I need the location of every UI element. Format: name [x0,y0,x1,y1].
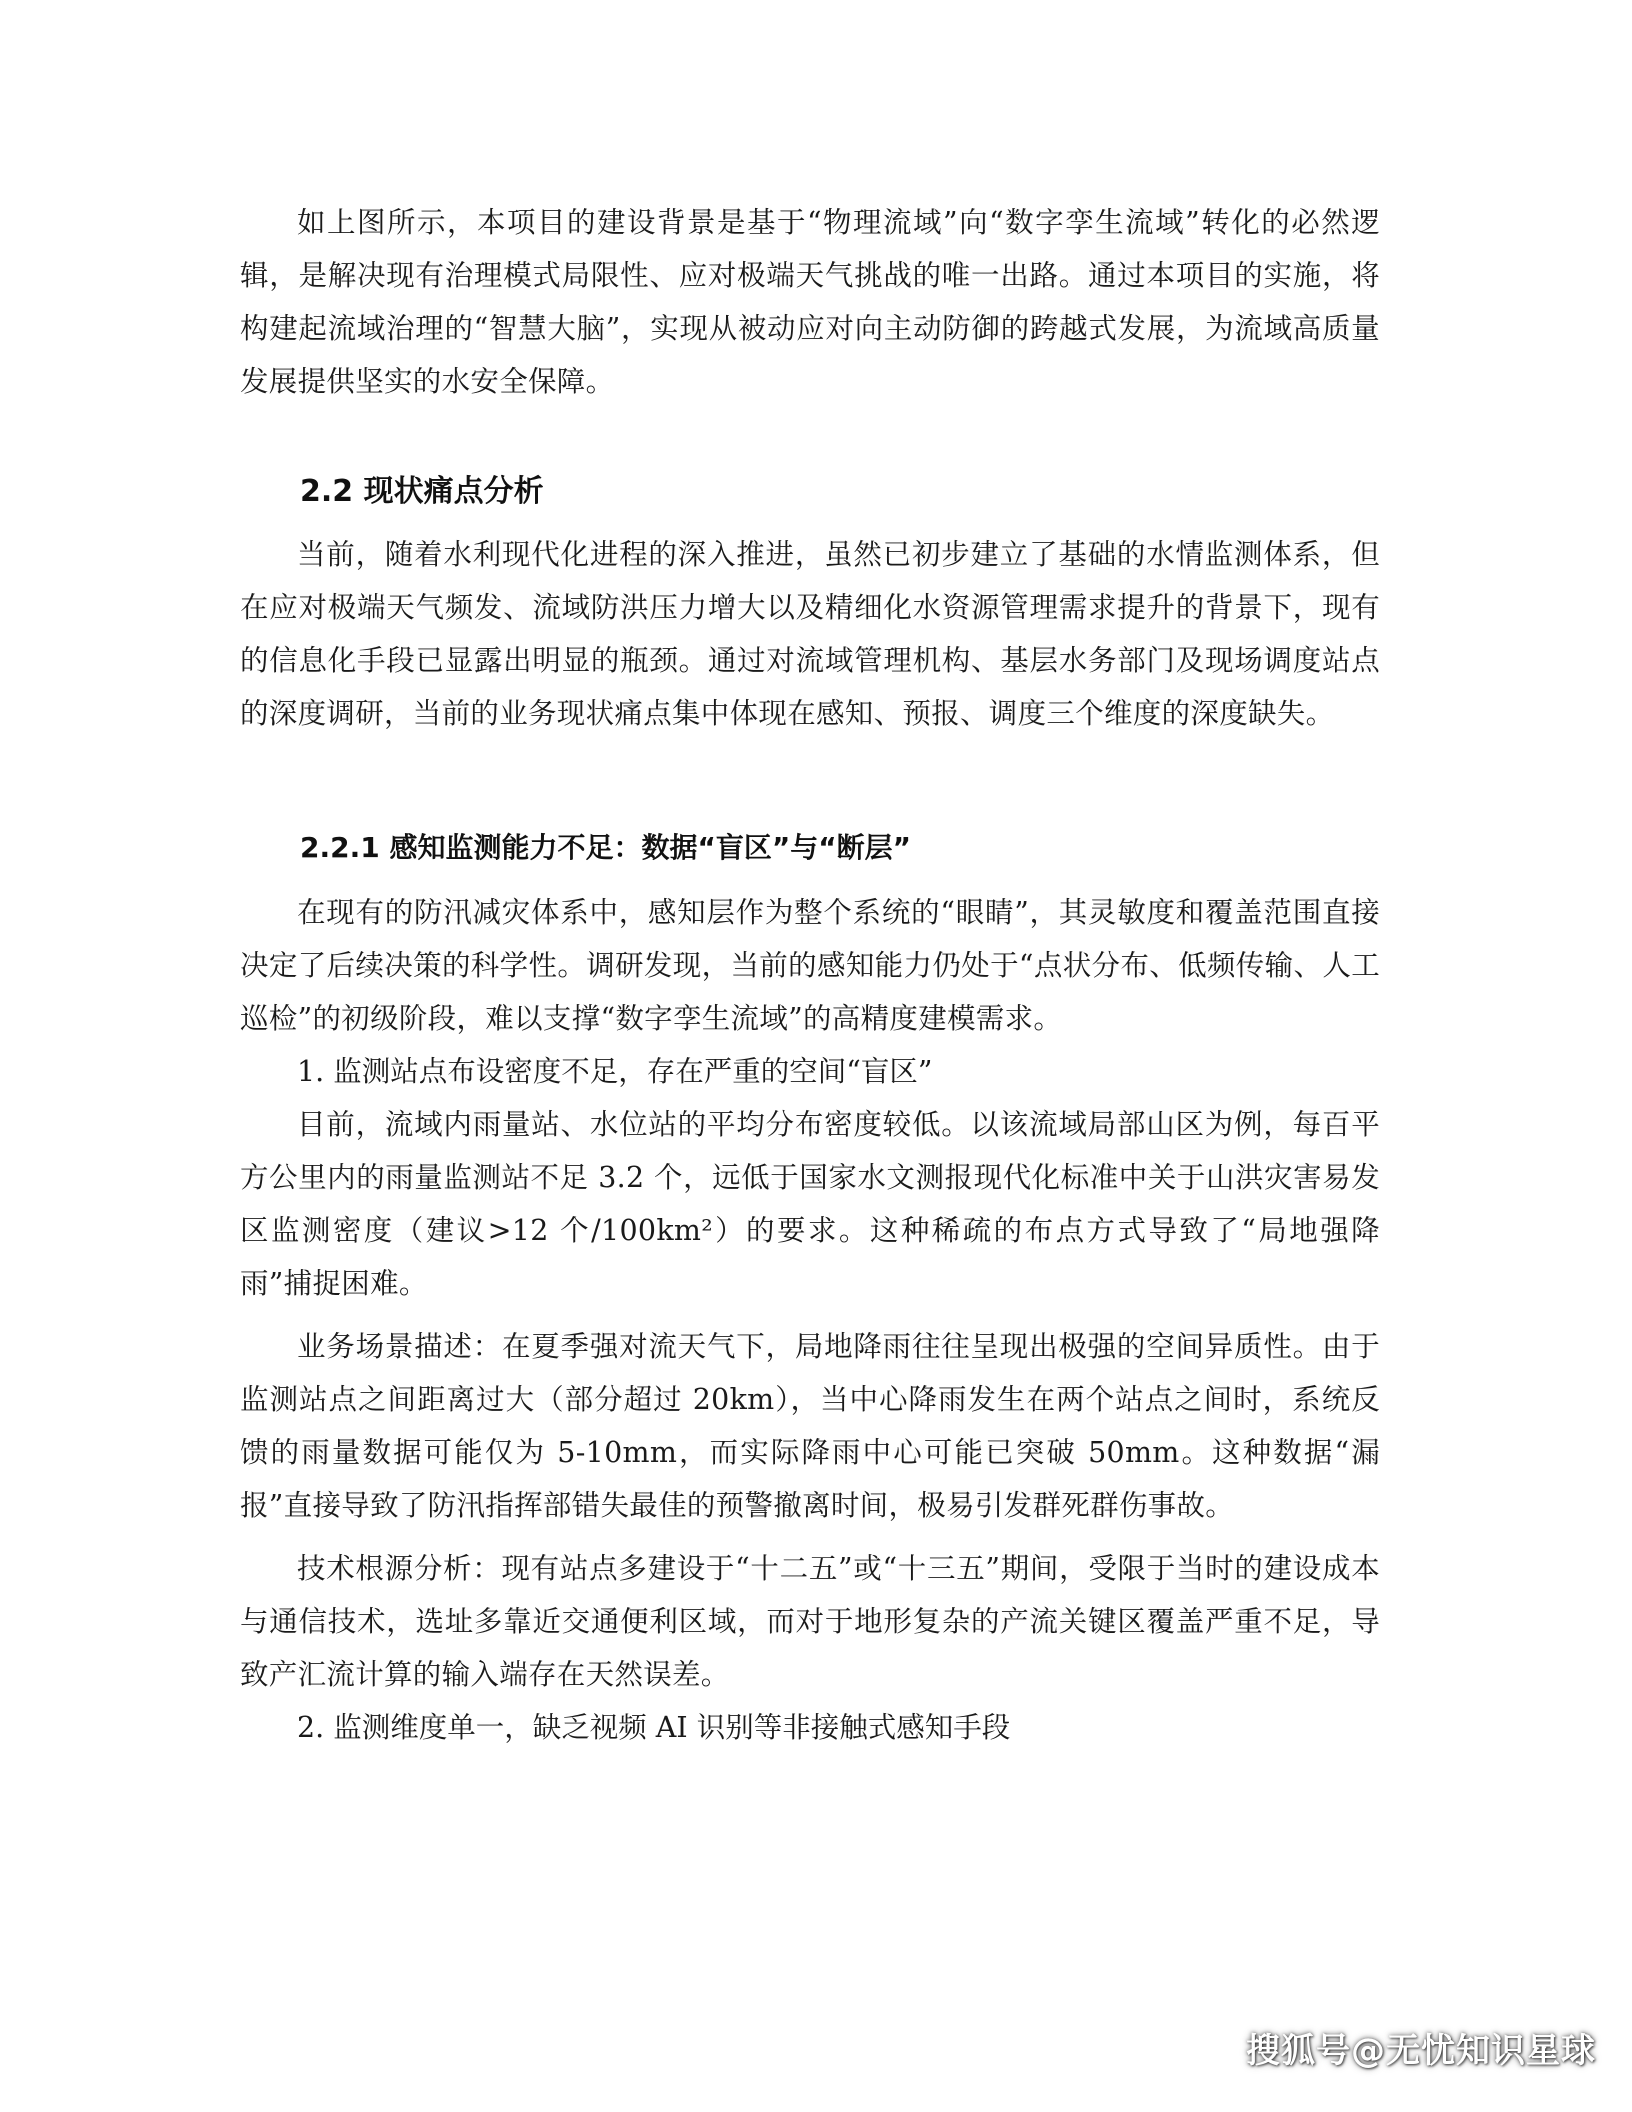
intro-section [240,196,1380,408]
scenario-paragraph: 业务场景描述：在夏季强对流天气下，局地降雨往往呈现出极强的空间异质性。由于监测站点之间距离过大（部分超过 20km），当中心降雨发生在两个站点之间时，系统反馈的雨量数据可能仅为 5-10mm，而实际降雨中心可能已突破 50mm。这种数据“漏报”直接导致了防汛指挥部错失最佳的预警撤离时间，极易引发群死群伤事故。 [240,1330,1380,1522]
item1-paragraph: 目前，流域内雨量站、水位站的平均分布密度较低。以该流域局部山区为例，每百平方公里内的雨量监测站不足 3.2 个，远低于国家水文测报现代化标准中关于山洪灾害易发区监测密度（建议>12 个/100km²）的要求。这种稀疏的布点方式导致了“局地强降雨”捕捉困难。 [240,1108,1380,1300]
section-2-2-paragraph: 当前，随着水利现代化进程的深入推进，虽然已初步建立了基础的水情监测体系，但在应对极端天气频发、流域防洪压力增大以及精细化水资源管理需求提升的背景下，现有的信息化手段已显露出明显的瓶颈。通过对流域管理机构、基层水务部门及现场调度站点的深度调研，当前的业务现状痛点集中体现在感知、预报、调度三个维度的深度缺失。 [240,538,1380,730]
intro-paragraph: 如上图所示，本项目的建设背景是基于“物理流域”向“数字孪生流域”转化的必然逻辑，是解决现有治理模式局限性、应对极端天气挑战的唯一出路。通过本项目的实施，将构建起流域治理的“智慧大脑”，实现从被动应对向主动防御的跨越式发展，为流域高质量发展提供坚实的水安全保障。 [240,206,1380,398]
list-item-1: 1. 监测站点布设密度不足，存在严重的空间“盲区” [297,1055,933,1088]
section-heading-2-2: 2.2 现状痛点分析 [300,474,544,509]
section-2-2-body [240,528,1380,740]
section-2-2-1-body [240,886,1380,1754]
section-heading-2-2-1: 2.2.1 感知监测能力不足：数据“盲区”与“断层” [300,831,912,864]
list-item-2: 2. 监测维度单一，缺乏视频 AI 识别等非接触式感知手段 [297,1711,1011,1744]
watermark: 搜狐号@无忧知识星球 [1246,2031,1596,2071]
root-cause-paragraph: 技术根源分析：现有站点多建设于“十二五”或“十三五”期间，受限于当时的建设成本与通信技术，选址多靠近交通便利区域，而对于地形复杂的产流关键区覆盖严重不足，导致产汇流计算的输入端存在天然误差。 [240,1552,1380,1691]
section-2-2-1-paragraph: 在现有的防汛减灾体系中，感知层作为整个系统的“眼睛”，其灵敏度和覆盖范围直接决定了后续决策的科学性。调研发现，当前的感知能力仍处于“点状分布、低频传输、人工巡检”的初级阶段，难以支撑“数字孪生流域”的高精度建模需求。 [240,896,1380,1035]
